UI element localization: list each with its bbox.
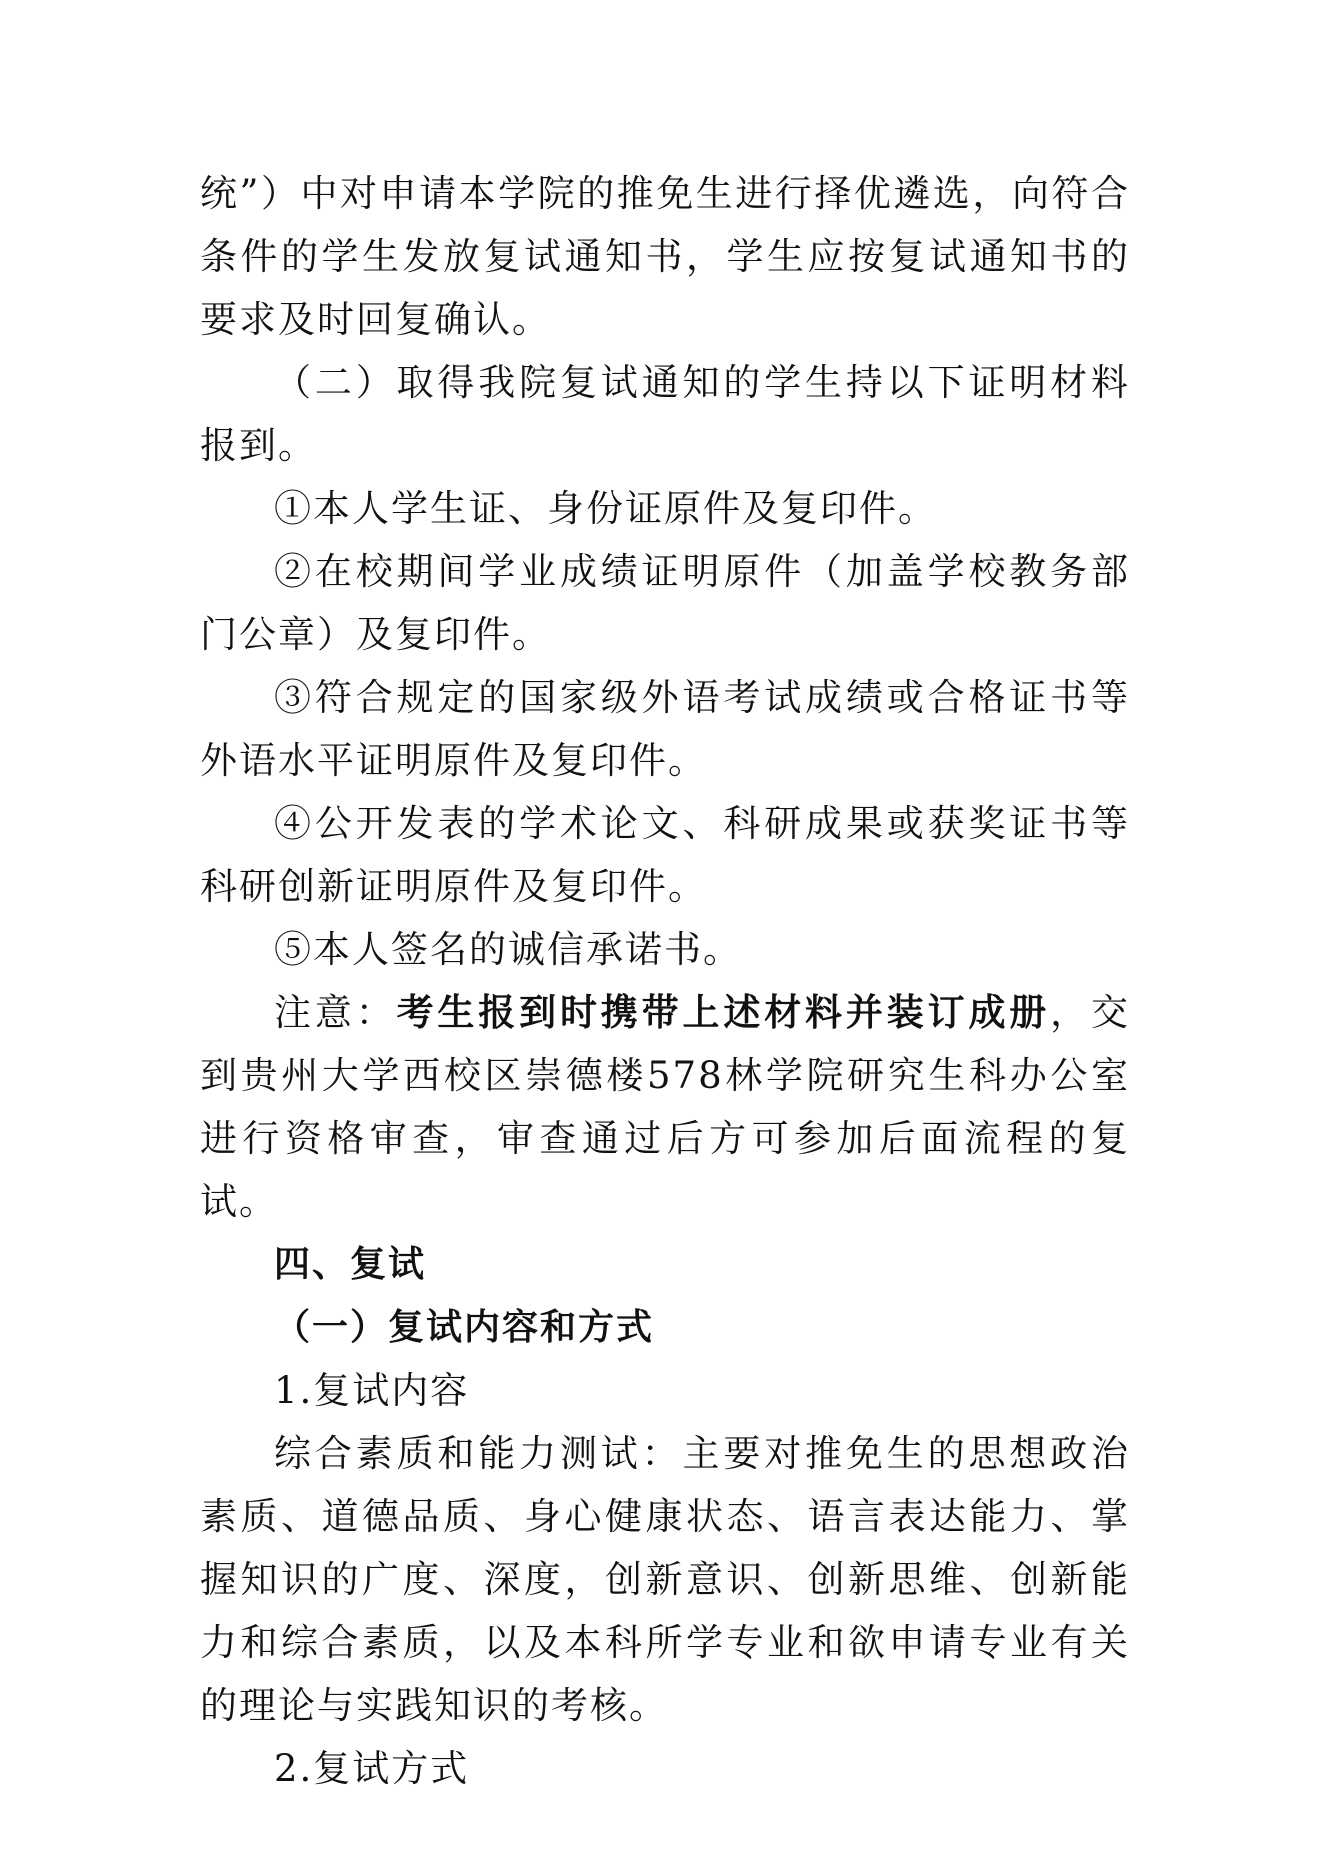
notice-emphasis: 考生报到时携带上述材料并装订成册 (396, 991, 1051, 1034)
paragraph-materials-intro: （二）取得我院复试通知的学生持以下证明材料报到。 (200, 361, 1130, 467)
notice-rest: ，交到贵州大学西校区崇德楼578林学院研究生科办公室进行资格审查，审查通过后方可参加后面流程的复试。 (200, 991, 1131, 1223)
document-body (200, 162, 1130, 1800)
paragraph-material-4: ④公开发表的学术论文、科研成果或获奖证书等科研创新证明原件及复印件。 (200, 802, 1130, 908)
paragraph-material-5: ⑤本人签名的诚信承诺书。 (274, 928, 742, 971)
subsection-heading-content: （一）复试内容和方式 (274, 1307, 655, 1348)
paragraph-notice (200, 981, 1130, 1233)
item-retest-method: 2.复试方式 (274, 1747, 470, 1790)
paragraph-continuation: 统”）中对申请本学院的推免生进行择优遴选，向符合条件的学生发放复试通知书，学生应按复试通知书的要求及时回复确认。 (200, 172, 1130, 341)
item-retest-content: 1.复试内容 (274, 1369, 470, 1412)
paragraph-material-2: ②在校期间学业成绩证明原件（加盖学校教务部门公章）及复印件。 (200, 550, 1130, 656)
paragraph-material-1: ①本人学生证、身份证原件及复印件。 (274, 487, 937, 530)
paragraph-material-3: ③符合规定的国家级外语考试成绩或合格证书等外语水平证明原件及复印件。 (200, 676, 1130, 782)
notice-label: 注意： (274, 991, 397, 1034)
paragraph-comprehensive-test: 综合素质和能力测试：主要对推免生的思想政治素质、道德品质、身心健康状态、语言表达能力、掌握知识的广度、深度，创新意识、创新思维、创新能力和综合素质，以及本科所学专业和欲申请专业有关的理论与实践知识的考核。 (200, 1432, 1130, 1727)
section-heading-retest: 四、复试 (274, 1244, 427, 1285)
